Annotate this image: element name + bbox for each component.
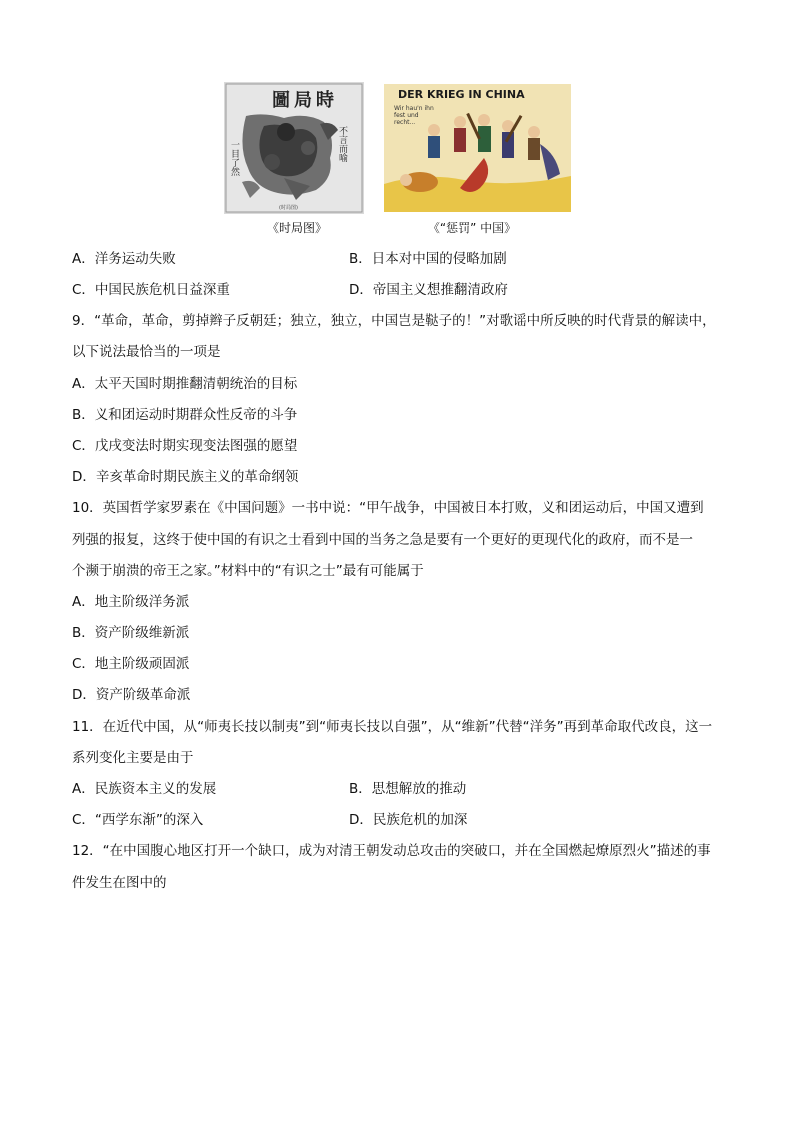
q11-option-a[interactable]: A．民族资本主义的发展 — [72, 781, 217, 797]
q8-option-c[interactable]: C．中国民族危机日益深重 — [72, 282, 230, 298]
shiju-title-char-3: 時 — [316, 90, 334, 111]
shiju-tu-image — [224, 82, 364, 214]
q9-option-d[interactable]: D．辛亥革命时期民族主义的革命纲领 — [72, 469, 299, 485]
q10-option-c[interactable]: C．地主阶级顽固派 — [72, 656, 190, 672]
q11-option-d[interactable]: D．民族危机的加深 — [349, 812, 468, 828]
q11-option-c[interactable]: C．“西学东渐”的深入 — [72, 812, 204, 828]
cartoon-header-text: DER KRIEG IN CHINA — [398, 88, 525, 101]
q12-stem-line-2: 件发生在图中的 — [72, 875, 167, 891]
q9-stem-line-2: 以下说法最恰当的一项是 — [72, 344, 221, 360]
q9-option-b[interactable]: B．义和团运动时期群众性反帝的斗争 — [72, 407, 298, 423]
q10-stem-line-2: 列强的报复，这终于使中国的有识之士看到中国的当务之急是要有一个更好的更现代化的政府，而不是一 — [72, 532, 693, 548]
q8-option-d[interactable]: D．帝国主义想推翻清政府 — [349, 282, 508, 298]
shiju-side-text-right: 不言而喻 — [337, 126, 347, 162]
q10-stem-line-1: 10．英国哲学家罗素在《中国问题》一书中说：“甲午战争，中国被日本打败，义和团运动后，中国又遭到 — [72, 500, 704, 516]
shiju-title-char-2: 局 — [294, 90, 312, 111]
q11-stem-line-1: 11．在近代中国，从“师夷长技以制夷”到“师夷长技以自强”，从“维新”代替“洋务”再到革命取代改良，这一 — [72, 719, 713, 735]
q10-option-b[interactable]: B．资产阶级维新派 — [72, 625, 190, 641]
shiju-bottom-note: (时局图) — [279, 205, 298, 211]
q10-stem-line-3: 个濒于崩溃的帝王之家。”材料中的“有识之士”最有可能属于 — [72, 563, 424, 579]
q8-option-a[interactable]: A．洋务运动失败 — [72, 251, 176, 267]
q9-option-c[interactable]: C．戊戌变法时期实现变法图强的愿望 — [72, 438, 298, 454]
q9-stem-line-1: 9．“革命，革命，剪掉辫子反朝廷；独立，独立，中国岂是鞑子的！”对歌谣中所反映的时代背景的解读中， — [72, 313, 716, 329]
q11-stem-line-2: 系列变化主要是由于 — [72, 750, 194, 766]
shiju-tu-illustration — [224, 82, 364, 214]
shiju-side-text-left: 一目了然 — [229, 140, 239, 176]
figure-caption-punish-china: 《“惩罚” 中国》 — [427, 221, 517, 235]
q10-option-a[interactable]: A．地主阶级洋务派 — [72, 594, 190, 610]
cartoon-speech-line-1: Wir hau'n ihn — [394, 105, 434, 112]
q12-stem-line-1: 12．“在中国腹心地区打开一个缺口，成为对清王朝发动总攻击的突破口，并在全国燃起燎原烈火”描述的事 — [72, 843, 711, 859]
figure-caption-shiju: 《时局图》 — [266, 221, 327, 235]
punish-china-illustration — [384, 84, 571, 212]
q10-option-d[interactable]: D．资产阶级革命派 — [72, 687, 191, 703]
shiju-title-char-1: 圖 — [272, 90, 290, 111]
q11-option-b[interactable]: B．思想解放的推动 — [349, 781, 467, 797]
punish-china-image — [384, 84, 571, 212]
cartoon-speech-line-3: recht... — [394, 119, 416, 126]
q9-option-a[interactable]: A．太平天国时期推翻清朝统治的目标 — [72, 376, 298, 392]
q8-option-b[interactable]: B．日本对中国的侵略加剧 — [349, 251, 507, 267]
cartoon-speech-line-2: fest und — [394, 112, 419, 119]
